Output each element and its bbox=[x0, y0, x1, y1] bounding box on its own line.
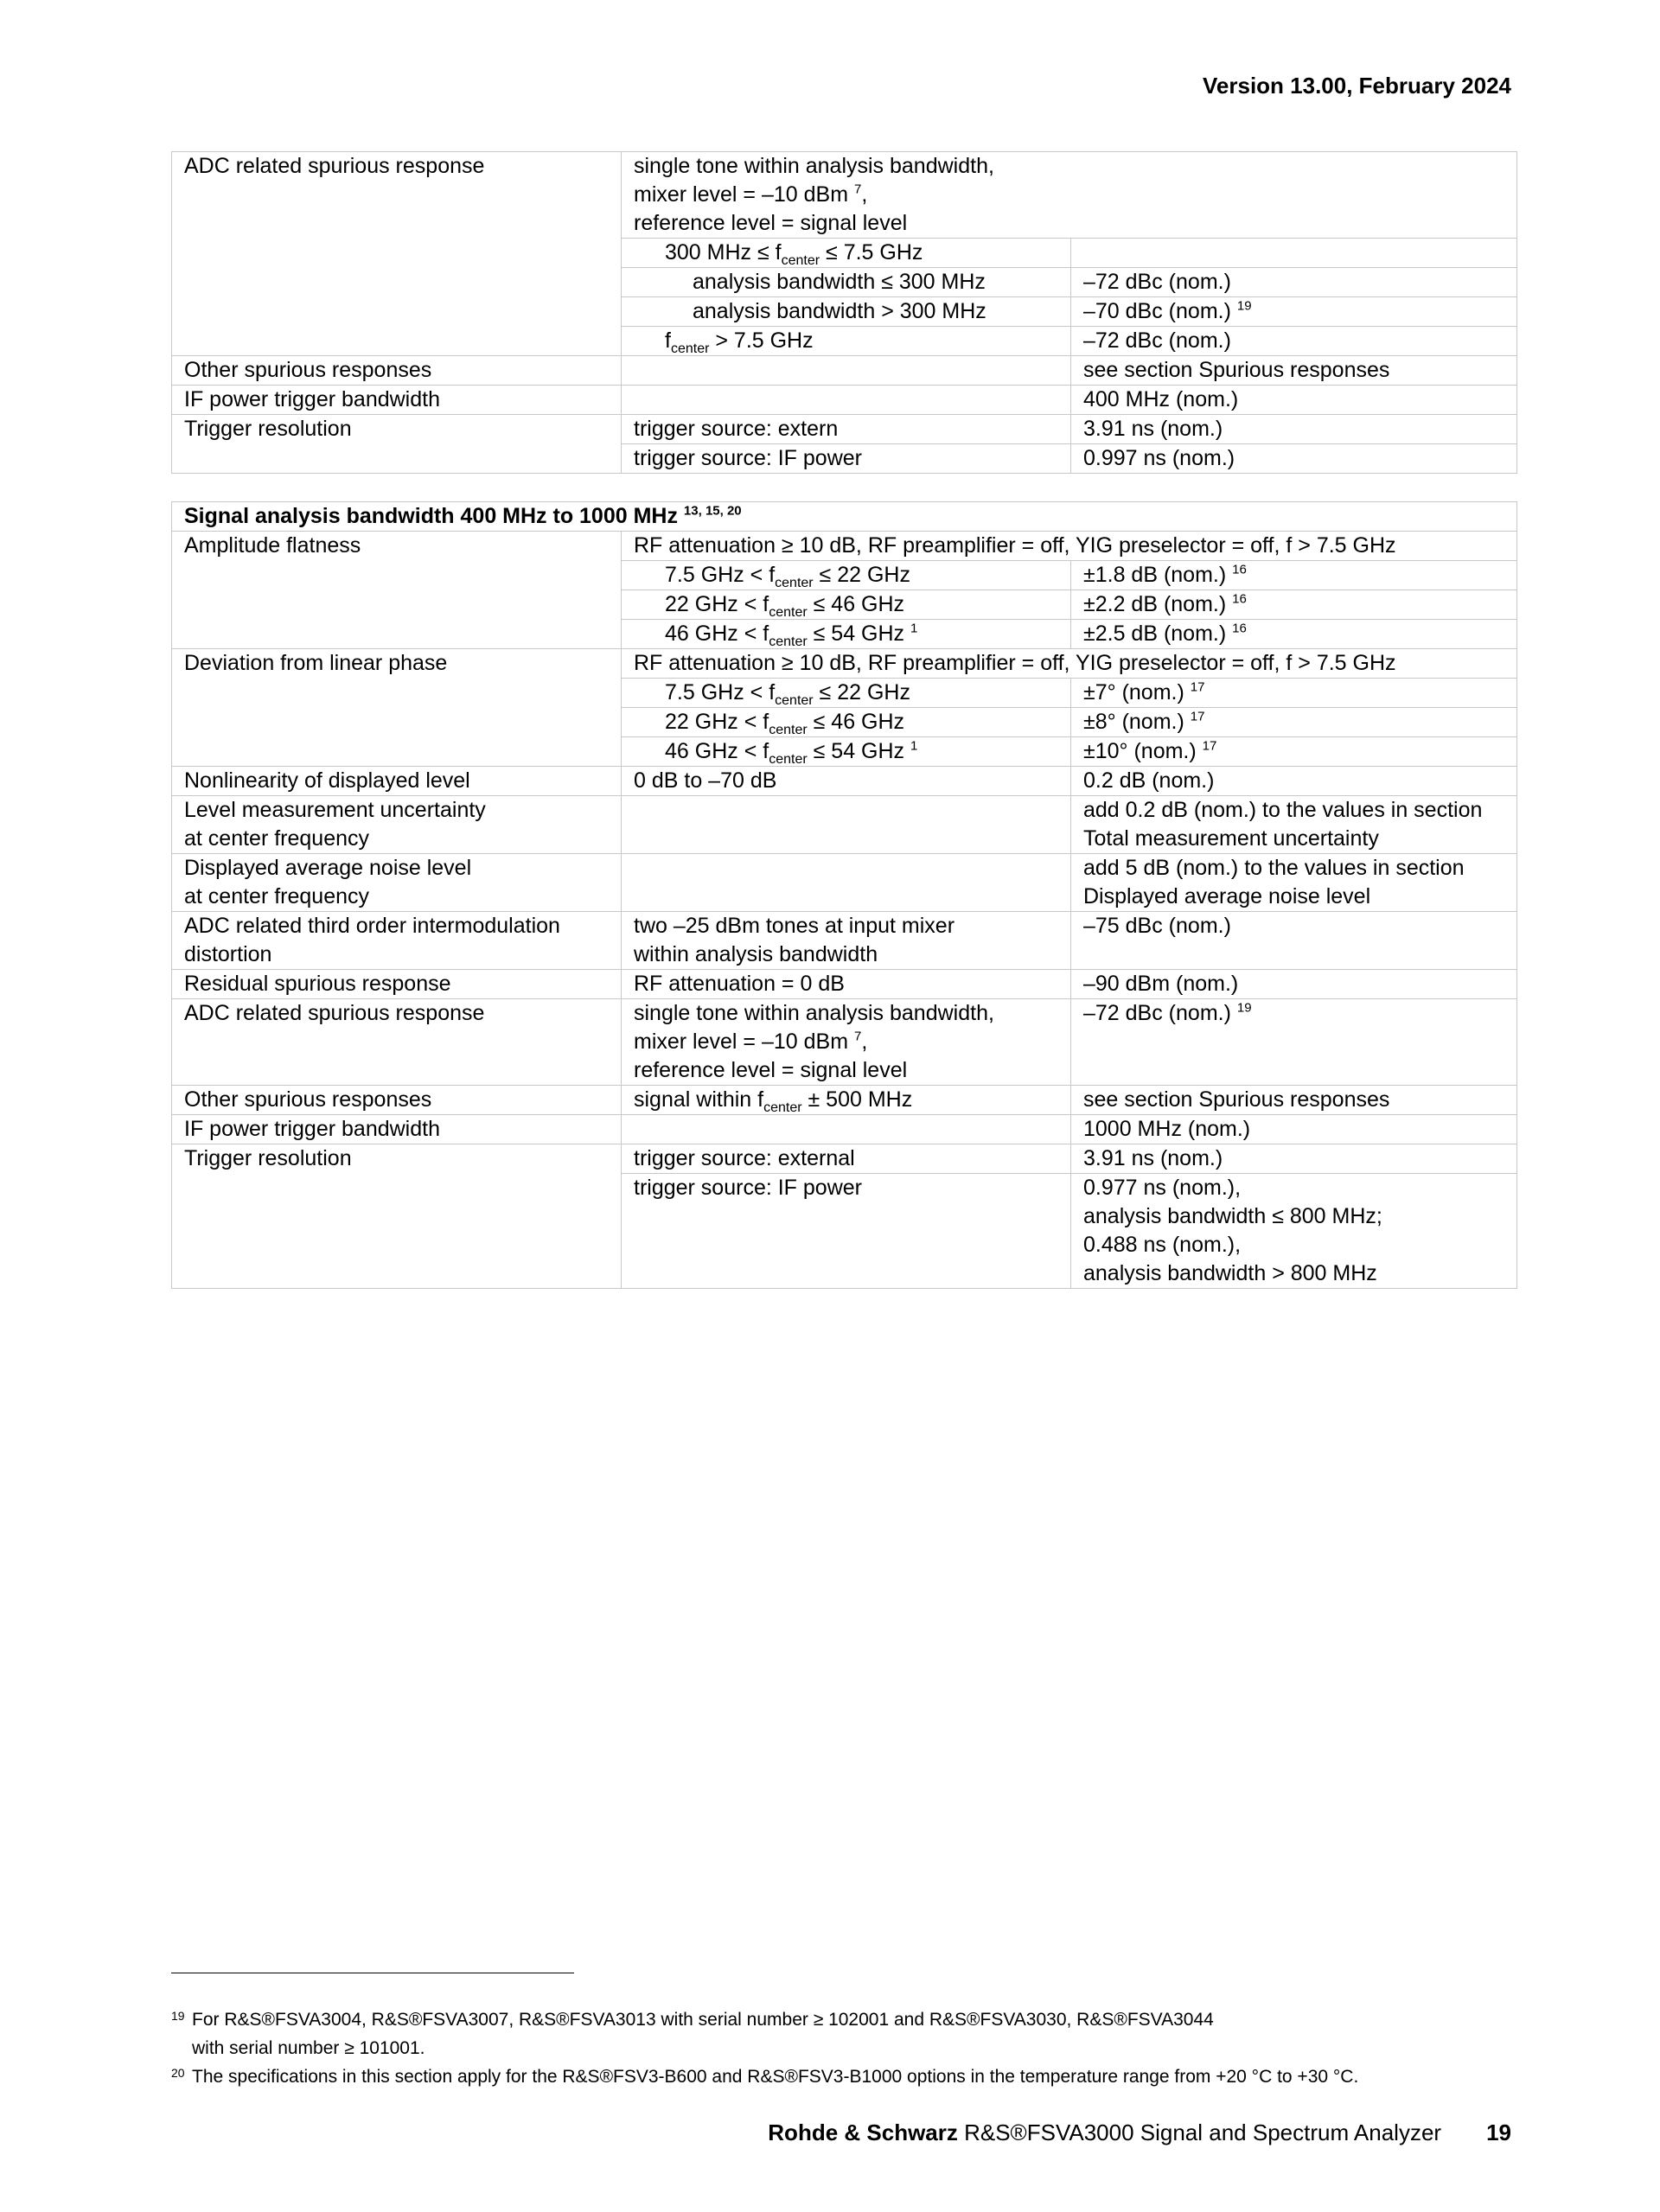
value-cell: see section Spurious responses bbox=[1071, 1086, 1517, 1115]
table-row bbox=[172, 737, 1517, 767]
table-row bbox=[172, 532, 1517, 561]
param-other-spurious: Other spurious responses bbox=[172, 1086, 622, 1115]
value-cell: –70 dBc (nom.) $^{19}$ bbox=[1071, 297, 1517, 327]
table-row bbox=[172, 1144, 1517, 1174]
value-cell: add 0.2 dB (nom.) to the values in section Total measurement uncertainty bbox=[1071, 796, 1517, 854]
value-cell: ±2.2 dB (nom.) $^{16}$ bbox=[1071, 590, 1517, 620]
table-row bbox=[172, 356, 1517, 386]
value-cell: 1000 MHz (nom.) bbox=[1071, 1115, 1517, 1144]
table-row bbox=[172, 679, 1517, 708]
param-other-spurious: Other spurious responses bbox=[172, 356, 622, 386]
table-row bbox=[172, 1115, 1517, 1144]
value-cell: –75 dBc (nom.) bbox=[1071, 912, 1517, 970]
table-row bbox=[172, 649, 1517, 679]
param-adc-spurious: ADC related spurious response bbox=[172, 999, 622, 1086]
value-cell: –72 dBc (nom.) $^{19}$ bbox=[1071, 999, 1517, 1086]
cond-cell: RF attenuation ≥ 10 dB, RF preamplifier = off, YIG preselector = off, f > 7.5 GHz bbox=[622, 649, 1517, 679]
table-row bbox=[172, 1086, 1517, 1115]
value-cell: add 5 dB (nom.) to the values in section Displayed average noise level bbox=[1071, 854, 1517, 912]
cond-cell: trigger source: extern bbox=[622, 415, 1071, 444]
value-cell: 0.997 ns (nom.) bbox=[1071, 444, 1517, 474]
footnote-19 bbox=[171, 2005, 1520, 2062]
cond-cell: trigger source: IF power bbox=[622, 444, 1071, 474]
range-cell: 300 MHz ≤ $f_{center} \le 7.5$ GHz bbox=[622, 239, 1071, 268]
page-number: 19 bbox=[1486, 2120, 1511, 2145]
param-if-trigger-bw: IF power trigger bandwidth bbox=[172, 1115, 622, 1144]
value-cell: see section Spurious responses bbox=[1071, 356, 1517, 386]
footnote-text: The specifications in this section apply for the R&S®FSV3-B600 and R&S®FSV3-B1000 options in the temperature range from +20 °C to +30 °C. bbox=[192, 2067, 1359, 2087]
param-trigger-res: Trigger resolution bbox=[172, 415, 622, 444]
param-level-uncertainty: Level measurement uncertainty at center frequency bbox=[172, 796, 622, 854]
table-row bbox=[172, 444, 1517, 474]
table-row bbox=[172, 912, 1517, 970]
table-row bbox=[172, 386, 1517, 415]
cond-cell: single tone within analysis bandwidth, mixer level = –10 dBm $^7$, reference level = signal level bbox=[622, 999, 1071, 1086]
value-cell: 400 MHz (nom.) bbox=[1071, 386, 1517, 415]
footer-company: Rohde & Schwarz bbox=[768, 2120, 958, 2145]
value-cell: 3.91 ns (nom.) bbox=[1071, 415, 1517, 444]
param-adc-spurious: ADC related spurious response bbox=[172, 152, 622, 239]
table-row bbox=[172, 767, 1517, 796]
param-residual: Residual spurious response bbox=[172, 970, 622, 999]
table-row bbox=[172, 1174, 1517, 1289]
value-cell: –72 dBc (nom.) bbox=[1071, 268, 1517, 297]
cond-cell: RF attenuation ≥ 10 dB, RF preamplifier = off, YIG preselector = off, f > 7.5 GHz bbox=[622, 532, 1517, 561]
value-cell: 0.2 dB (nom.) bbox=[1071, 767, 1517, 796]
value-cell: ±7° (nom.) $^{17}$ bbox=[1071, 679, 1517, 708]
table-row bbox=[172, 999, 1517, 1086]
range-cell: $f_{center} > 7.5$ GHz bbox=[622, 327, 1071, 356]
footnote-20 bbox=[171, 2062, 1520, 2091]
table-row bbox=[172, 268, 1517, 297]
page-footer bbox=[768, 2120, 1511, 2146]
table-row bbox=[172, 561, 1517, 590]
value-cell: ±2.5 dB (nom.) $^{16}$ bbox=[1071, 620, 1517, 649]
range-cell: 7.5 GHz < $f_{center} \le 22$ GHz bbox=[622, 679, 1071, 708]
table-row bbox=[172, 854, 1517, 912]
range-cell: 22 GHz < $f_{center} \le 46$ GHz bbox=[622, 590, 1071, 620]
footer-product: R&S®FSVA3000 Signal and Spectrum Analyzer bbox=[957, 2120, 1442, 2145]
cond-cell: 0 dB to –70 dB bbox=[622, 767, 1071, 796]
value-cell: 3.91 ns (nom.) bbox=[1071, 1144, 1517, 1174]
cond-cell: two –25 dBm tones at input mixer within analysis bandwidth bbox=[622, 912, 1071, 970]
cond-cell: trigger source: IF power bbox=[622, 1174, 1071, 1289]
table-row bbox=[172, 152, 1517, 239]
param-if-trigger-bw: IF power trigger bandwidth bbox=[172, 386, 622, 415]
param-amp-flatness: Amplitude flatness bbox=[172, 532, 622, 561]
value-cell: ±8° (nom.) $^{17}$ bbox=[1071, 708, 1517, 737]
spec-table-2 bbox=[171, 501, 1517, 1289]
spec-table-1 bbox=[171, 151, 1517, 474]
cond-cell: RF attenuation = 0 dB bbox=[622, 970, 1071, 999]
range-cell: 46 GHz < $f_{center} \le 54$ GHz $^1$ bbox=[622, 737, 1071, 767]
value-cell: ±10° (nom.) $^{17}$ bbox=[1071, 737, 1517, 767]
header-version: Version 13.00, February 2024 bbox=[1203, 73, 1511, 99]
bw-cell: analysis bandwidth ≤ 300 MHz bbox=[622, 268, 1071, 297]
cond-cell: trigger source: external bbox=[622, 1144, 1071, 1174]
cond-cell: signal within $f_{center} \pm 500$ MHz bbox=[622, 1086, 1071, 1115]
section-title: Signal analysis bandwidth 400 MHz to 1000 MHz $^{13, 15, 20}$ bbox=[172, 502, 1517, 532]
bw-cell: analysis bandwidth > 300 MHz bbox=[622, 297, 1071, 327]
table-row bbox=[172, 415, 1517, 444]
table-row bbox=[172, 796, 1517, 854]
table-row bbox=[172, 327, 1517, 356]
footnote-text: For R&S®FSVA3004, R&S®FSVA3007, R&S®FSVA3013 with serial number ≥ 102001 and R&S®FSVA3030, R&S®FSVA3044 bbox=[192, 2010, 1214, 2030]
cond-adc-spurious: single tone within analysis bandwidth, mixer level = –10 dBm $^7$, reference level = signal level bbox=[622, 152, 1517, 239]
table-row bbox=[172, 620, 1517, 649]
param-trigger-res: Trigger resolution bbox=[172, 1144, 622, 1174]
range-cell: 46 GHz < $f_{center} \le 54$ GHz $^1$ bbox=[622, 620, 1071, 649]
value-cell: ±1.8 dB (nom.) $^{16}$ bbox=[1071, 561, 1517, 590]
param-danl: Displayed average noise level at center frequency bbox=[172, 854, 622, 912]
param-nonlinearity: Nonlinearity of displayed level bbox=[172, 767, 622, 796]
footnote-number: 20 bbox=[171, 2066, 185, 2080]
param-toi: ADC related third order intermodulation distortion bbox=[172, 912, 622, 970]
value-cell: 0.977 ns (nom.), analysis bandwidth ≤ 800 MHz; 0.488 ns (nom.), analysis bandwidth > 800 MHz bbox=[1071, 1174, 1517, 1289]
table-row bbox=[172, 502, 1517, 532]
value-cell: –72 dBc (nom.) bbox=[1071, 327, 1517, 356]
table-row bbox=[172, 708, 1517, 737]
footnote-text: with serial number ≥ 101001. bbox=[192, 2038, 425, 2058]
table-row bbox=[172, 970, 1517, 999]
table-row bbox=[172, 239, 1517, 268]
footnote-number: 19 bbox=[171, 2009, 185, 2023]
value-cell: –90 dBm (nom.) bbox=[1071, 970, 1517, 999]
param-phase-dev: Deviation from linear phase bbox=[172, 649, 622, 679]
range-cell: 22 GHz < $f_{center} \le 46$ GHz bbox=[622, 708, 1071, 737]
table-row bbox=[172, 297, 1517, 327]
table-row bbox=[172, 590, 1517, 620]
range-cell: 7.5 GHz < $f_{center} \le 22$ GHz bbox=[622, 561, 1071, 590]
